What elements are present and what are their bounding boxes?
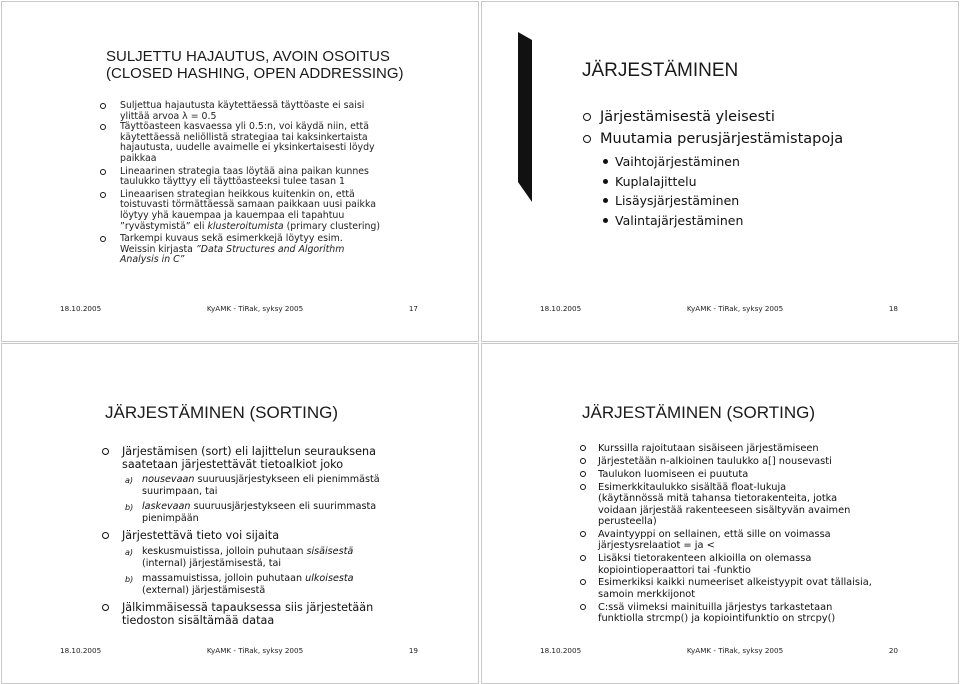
circle-bullet-icon xyxy=(102,448,109,455)
bullet-item xyxy=(120,101,460,122)
bullet-item xyxy=(120,167,460,188)
bullet-line: toistuvasti törmättäessä samaan paikkaan uusi paikka xyxy=(120,199,376,211)
sub-bullet-item xyxy=(615,191,940,211)
bullet-line: järjestysrelaatiot = ja < xyxy=(598,540,715,552)
emphasis-text: ulkoisesta xyxy=(305,573,354,585)
bullet-line: Taulukon luomiseen ei puututa xyxy=(598,468,749,480)
sub-item xyxy=(125,545,462,570)
sub-bullet-text: Vaihtojärjestäminen xyxy=(615,154,740,169)
text-run: (primary clustering) xyxy=(283,220,381,232)
emphasis-text: klusteroitumista xyxy=(207,220,284,232)
dot-bullet-icon xyxy=(603,159,608,164)
bullet-line: Suljettua hajautusta käytettäessä täyttöaste ei saisi xyxy=(120,100,365,111)
bullet-line: Jälkimmäisessä tapauksessa siis järjestetään xyxy=(122,600,374,614)
circle-bullet-icon xyxy=(580,604,586,610)
bullet-line: C:ssä viimeksi mainituilla järjestys tarkastetaan xyxy=(598,601,833,613)
footer-date: 18.10.2005 xyxy=(60,646,102,655)
title-line: (CLOSED HASHING, OPEN ADDRESSING) xyxy=(106,65,404,82)
slide-title: JÄRJESTÄMINEN (SORTING) xyxy=(105,403,338,422)
emphasis-text: sisäisestä xyxy=(306,545,354,557)
sub-bullet-text: Lisäysjärjestäminen xyxy=(615,193,740,208)
circle-bullet-icon xyxy=(580,531,586,537)
bullet-item xyxy=(120,234,460,266)
slide-footer xyxy=(60,646,418,655)
bullet-line: Kurssilla rajoitutaan sisäiseen järjestämiseen xyxy=(598,443,819,454)
bullet-line: Järjestettävä tieto voi sijaita xyxy=(122,528,280,542)
slide-title xyxy=(106,48,478,82)
bullet-line: Esimerkiksi kaikki numeeriset alkeistyypit ovat tällaisia, xyxy=(598,577,872,589)
bullet-line: hajautusta, uudelle avaimelle ei yksinkertaisesti löydy xyxy=(120,142,375,154)
circle-bullet-icon xyxy=(580,445,586,451)
bullet-item xyxy=(598,456,948,467)
circle-bullet-icon xyxy=(580,555,586,561)
circle-bullet-icon xyxy=(580,579,586,585)
bullet-line: voidaan järjestää rakenteeseen sisältyvän avaimen xyxy=(598,504,851,516)
footer-page-number: 17 xyxy=(408,304,418,313)
dot-bullet-icon xyxy=(603,198,608,203)
sub-line: pienimpään xyxy=(142,512,199,524)
bullet-item xyxy=(122,601,462,627)
emphasis-text: nousevaan xyxy=(142,474,195,486)
footer-date: 18.10.2005 xyxy=(60,304,102,313)
text-run: suuruusjärjestykseen eli suurimmasta xyxy=(190,501,377,512)
book-title: Analysis in C” xyxy=(120,254,185,266)
sub-bullet-text: Valintajärjestäminen xyxy=(615,212,744,228)
circle-bullet-icon xyxy=(100,236,106,242)
book-title: ”Data Structures and Algorithm xyxy=(195,243,345,255)
slide-19 xyxy=(1,343,479,684)
bullet-line: funktiolla strcmp() ja kopiointifunktio on strcpy() xyxy=(598,613,836,625)
sub-item-marker: b) xyxy=(125,503,134,512)
slide-footer xyxy=(540,646,898,655)
bullet-text: Järjestämisestä yleisesti xyxy=(600,109,775,125)
circle-bullet-icon xyxy=(102,532,109,539)
sub-line xyxy=(142,546,462,558)
bullet-text: Muutamia perusjärjestämistapoja xyxy=(600,131,844,147)
sub-item-marker: a) xyxy=(125,476,134,486)
circle-bullet-icon xyxy=(583,113,591,121)
slide-body xyxy=(122,445,462,627)
bullet-line: kopiointioperaattori tai -funktio xyxy=(598,564,751,576)
sub-line xyxy=(142,501,462,513)
slide-footer xyxy=(540,304,898,313)
sub-line: suurimpaan, tai xyxy=(142,486,218,498)
sub-bullet-item xyxy=(615,211,940,231)
bullet-line: Avaintyyppi on sellainen, että sille on voimassa xyxy=(598,528,831,540)
circle-bullet-icon xyxy=(100,103,106,109)
bullet-line: Lisäksi tietorakenteen alkioilla on olemassa xyxy=(598,553,812,565)
footer-date: 18.10.2005 xyxy=(540,304,582,313)
circle-bullet-icon xyxy=(100,124,106,130)
sub-bullet-item xyxy=(615,152,940,172)
emphasis-text: laskevaan xyxy=(142,501,191,512)
bullet-line: (käytännössä mitä tahansa tietorakenteita, jotka xyxy=(598,493,838,505)
title-line: SULJETTU HAJAUTUS, AVOIN OSOITUS xyxy=(106,48,390,65)
sub-item-marker: b) xyxy=(125,575,134,585)
bullet-line: Tarkempi kuvaus sekä esimerkkejä löytyy esim. xyxy=(120,233,343,245)
text-run: suuruusjärjestykseen eli pienimmästä xyxy=(194,474,380,486)
bullet-line: Esimerkkitaulukko sisältää float-lukuja xyxy=(598,481,787,493)
text-run: massamuistissa, jolloin puhutaan xyxy=(142,573,306,585)
bullet-item xyxy=(598,482,948,528)
bullet-line: samoin merkkijonot xyxy=(598,588,696,600)
bullet-item xyxy=(598,529,948,552)
circle-bullet-icon xyxy=(580,471,586,477)
footer-course: KyAMK - TiRak, syksy 2005 xyxy=(686,304,784,313)
bullet-line: Järjestetään n-alkioinen taulukko a[] nousevasti xyxy=(598,455,832,467)
dot-bullet-icon xyxy=(603,179,608,184)
bullet-line: Järjestämisen (sort) eli lajittelun seurauksena xyxy=(122,445,376,458)
text-run: keskusmuistissa, jolloin puhutaan xyxy=(142,545,307,557)
bullet-item xyxy=(600,128,940,150)
slide-18 xyxy=(481,1,959,342)
sub-line xyxy=(142,474,462,486)
bullet-line xyxy=(120,222,460,233)
slide-body xyxy=(598,443,948,626)
sub-list xyxy=(615,152,940,230)
bullet-line: saatetaan järjestettävät tietoalkiot joko xyxy=(122,458,344,472)
slide-body xyxy=(600,106,940,230)
sub-item xyxy=(125,474,462,498)
footer-page-number: 19 xyxy=(408,646,418,655)
slide-20 xyxy=(481,343,959,684)
decorative-wedge-icon xyxy=(518,32,578,202)
bullet-line: taulukko täyttyy eli täyttöasteeksi tulee tasan 1 xyxy=(120,176,345,188)
footer-date: 18.10.2005 xyxy=(540,646,582,655)
circle-bullet-icon xyxy=(100,169,106,175)
bullet-item xyxy=(122,445,462,471)
bullet-line: Lineaarinen strategia taas löytää aina paikan kunnes xyxy=(120,165,369,177)
bullet-line: ylittää arvoa λ = 0.5 xyxy=(120,110,217,122)
circle-bullet-icon xyxy=(580,458,586,464)
circle-bullet-icon xyxy=(580,484,586,490)
slide-footer xyxy=(60,304,418,313)
circle-bullet-icon xyxy=(102,604,109,611)
bullet-line: Lineaarisen strategian heikkous kuitenkin on, että xyxy=(120,188,355,200)
bullet-item xyxy=(598,553,948,576)
bullet-line: paikkaa xyxy=(120,152,157,164)
bullet-item xyxy=(120,122,460,164)
text-run: Weissin kirjasta xyxy=(120,243,196,255)
sub-line: (external) järjestämisestä xyxy=(142,585,266,597)
footer-page-number: 20 xyxy=(888,646,898,655)
bullet-item xyxy=(598,577,948,600)
text-run: ”ryvästymistä” eli xyxy=(120,220,208,232)
circle-bullet-icon xyxy=(100,192,106,198)
bullet-item xyxy=(598,469,948,480)
bullet-item xyxy=(598,602,948,625)
bullet-line: löytyy yhä kauempaa ja kauempaa eli tapahtuu xyxy=(120,209,345,221)
sub-bullet-text: Kuplalajittelu xyxy=(615,173,697,189)
footer-course: KyAMK - TiRak, syksy 2005 xyxy=(686,646,784,655)
circle-bullet-icon xyxy=(583,135,591,143)
slide-title: JÄRJESTÄMINEN (SORTING) xyxy=(582,403,815,422)
sub-line: (internal) järjestämisestä, tai xyxy=(142,557,281,569)
bullet-item xyxy=(598,443,948,454)
footer-course: KyAMK - TiRak, syksy 2005 xyxy=(206,646,304,655)
dot-bullet-icon xyxy=(603,218,608,223)
sub-bullet-item xyxy=(615,172,940,192)
bullet-item xyxy=(122,529,462,542)
sub-item-marker: a) xyxy=(125,547,134,557)
sub-item xyxy=(125,573,462,597)
bullet-item xyxy=(600,106,940,128)
sub-item xyxy=(125,501,462,525)
bullet-line: Täyttöasteen kasvaessa yli 0.5:n, voi käydä niin, että xyxy=(120,121,369,133)
footer-page-number: 18 xyxy=(888,304,898,313)
slide-body xyxy=(120,101,460,266)
sub-line xyxy=(142,573,462,585)
bullet-item xyxy=(120,190,460,232)
bullet-line: käytettäessä neliöllistä strategiaa tai kaksinkertaista xyxy=(120,131,368,143)
bullet-line: tiedoston sisältämää dataa xyxy=(122,614,275,628)
bullet-line: perusteella) xyxy=(598,515,657,527)
footer-course: KyAMK - TiRak, syksy 2005 xyxy=(206,304,304,313)
bullet-line xyxy=(120,255,460,266)
slide-title: JÄRJESTÄMINEN xyxy=(582,60,739,81)
slide-17 xyxy=(1,1,479,342)
